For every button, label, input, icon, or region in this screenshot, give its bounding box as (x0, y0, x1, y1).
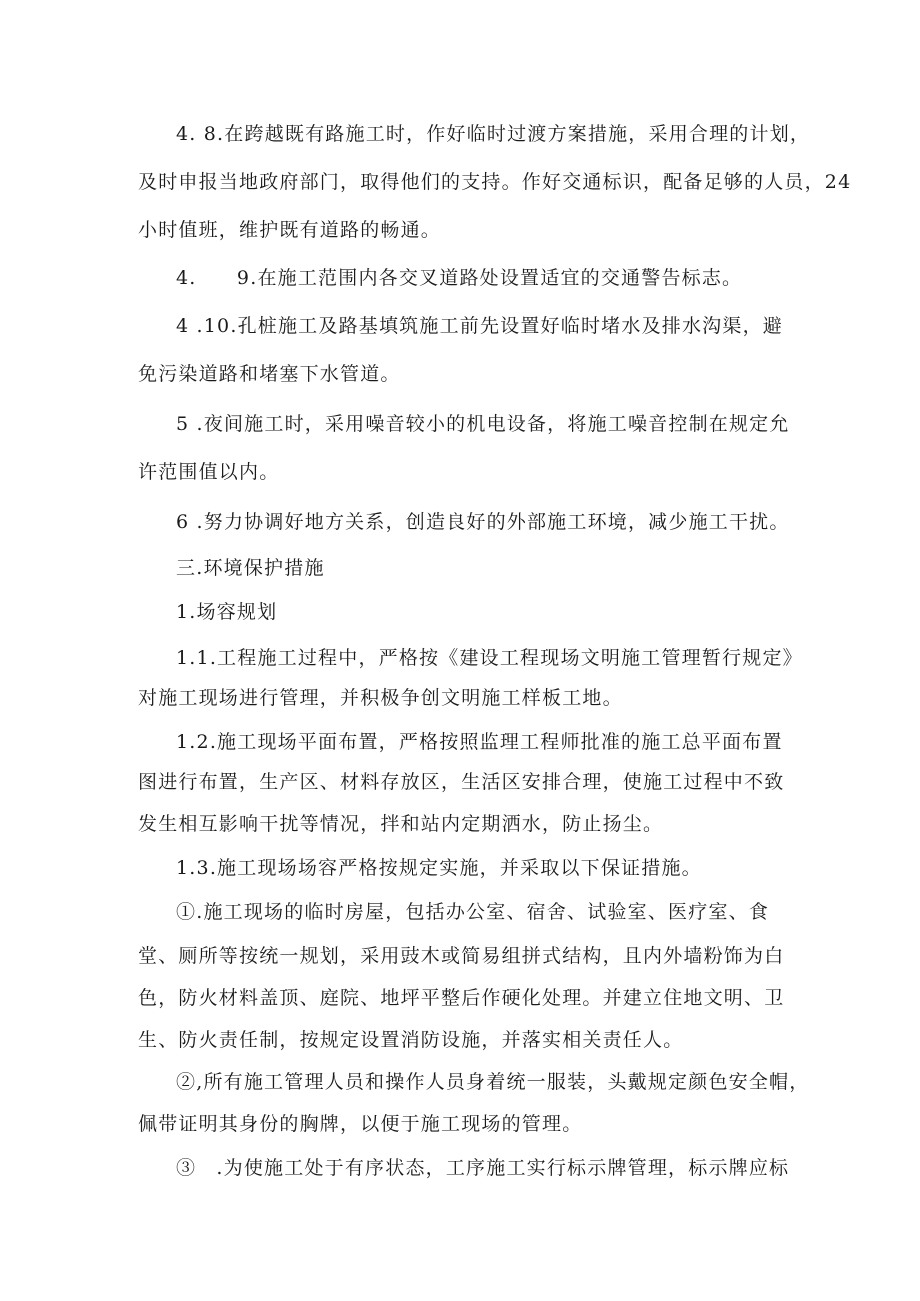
paragraph-line-9: 6 .努力协调好地方关系，创造良好的外部施工环境，减少施工干扰。 (176, 511, 790, 533)
paragraph-line-1: 4. 8.在跨越既有路施工时，作好临时过渡方案措施，采用合理的计划， (176, 123, 811, 145)
paragraph-line-20: 色，防火材料盖顶、庭院、地坪平整后作硬化处理。并建立住地文明、卫 (138, 987, 785, 1009)
paragraph-line-17: 1.3.施工现场场容严格按规定实施，并采取以下保证措施。 (176, 857, 702, 879)
section-heading: 三.环境保护措施 (176, 557, 325, 579)
paragraph-line-5: 4 .10.孔桩施工及路基填筑施工前先设置好临时堵水及排水沟渠，避 (176, 315, 783, 337)
paragraph-line-13: 对施工现场进行管理，并积极争创文明施工样板工地。 (138, 687, 623, 709)
subsection-heading: 1.场容规划 (176, 601, 278, 623)
paragraph-line-16: 发生相互影响干扰等情况，拌和站内定期洒水，防止扬尘。 (138, 813, 664, 835)
paragraph-line-14: 1.2.施工现场平面布置，严格按照监理工程师批准的施工总平面布置 (176, 731, 783, 753)
paragraph-line-4: 4. 9.在施工范围内各交叉道路处设置适宜的交通警告标志。 (176, 267, 743, 289)
paragraph-line-19: 堂、厕所等按统一规划，采用豉木或简易组拼式结构，且内外墙粉饰为白 (138, 945, 785, 967)
paragraph-line-3: 小时值班，维护既有道路的畅通。 (138, 219, 442, 241)
paragraph-line-2: 及时申报当地政府部门，取得他们的支持。作好交通标识，配备足够的人员，24 (138, 171, 852, 193)
paragraph-line-8: 许范围值以内。 (138, 461, 280, 483)
paragraph-line-15: 图进行布置，生产区、材料存放区，生活区安排合理，使施工过程中不致 (138, 771, 785, 793)
paragraph-line-24: ③ .为使施工处于有序状态，工序施工实行标示牌管理，标示牌应标 (176, 1157, 790, 1179)
paragraph-line-22: ②,所有施工管理人员和操作人员身着统一服装，头戴规定颜色安全帽， (176, 1071, 810, 1093)
paragraph-line-23: 佩带证明其身份的胸牌，以便于施工现场的管理。 (138, 1113, 583, 1135)
paragraph-line-21: 生、防火责任制，按规定设置消防设施，并落实相关责任人。 (138, 1029, 684, 1051)
paragraph-line-12: 1.1.工程施工过程中，严格按《建设工程现场文明施工管理暂行规定》 (176, 647, 803, 669)
paragraph-line-7: 5 .夜间施工时，采用噪音较小的机电设备，将施工噪音控制在规定允 (176, 413, 790, 435)
paragraph-line-18: ①.施工现场的临时房屋，包括办公室、宿舍、试验室、医疗室、食 (176, 901, 770, 923)
paragraph-line-6: 免污染道路和堵塞下水管道。 (138, 363, 401, 385)
